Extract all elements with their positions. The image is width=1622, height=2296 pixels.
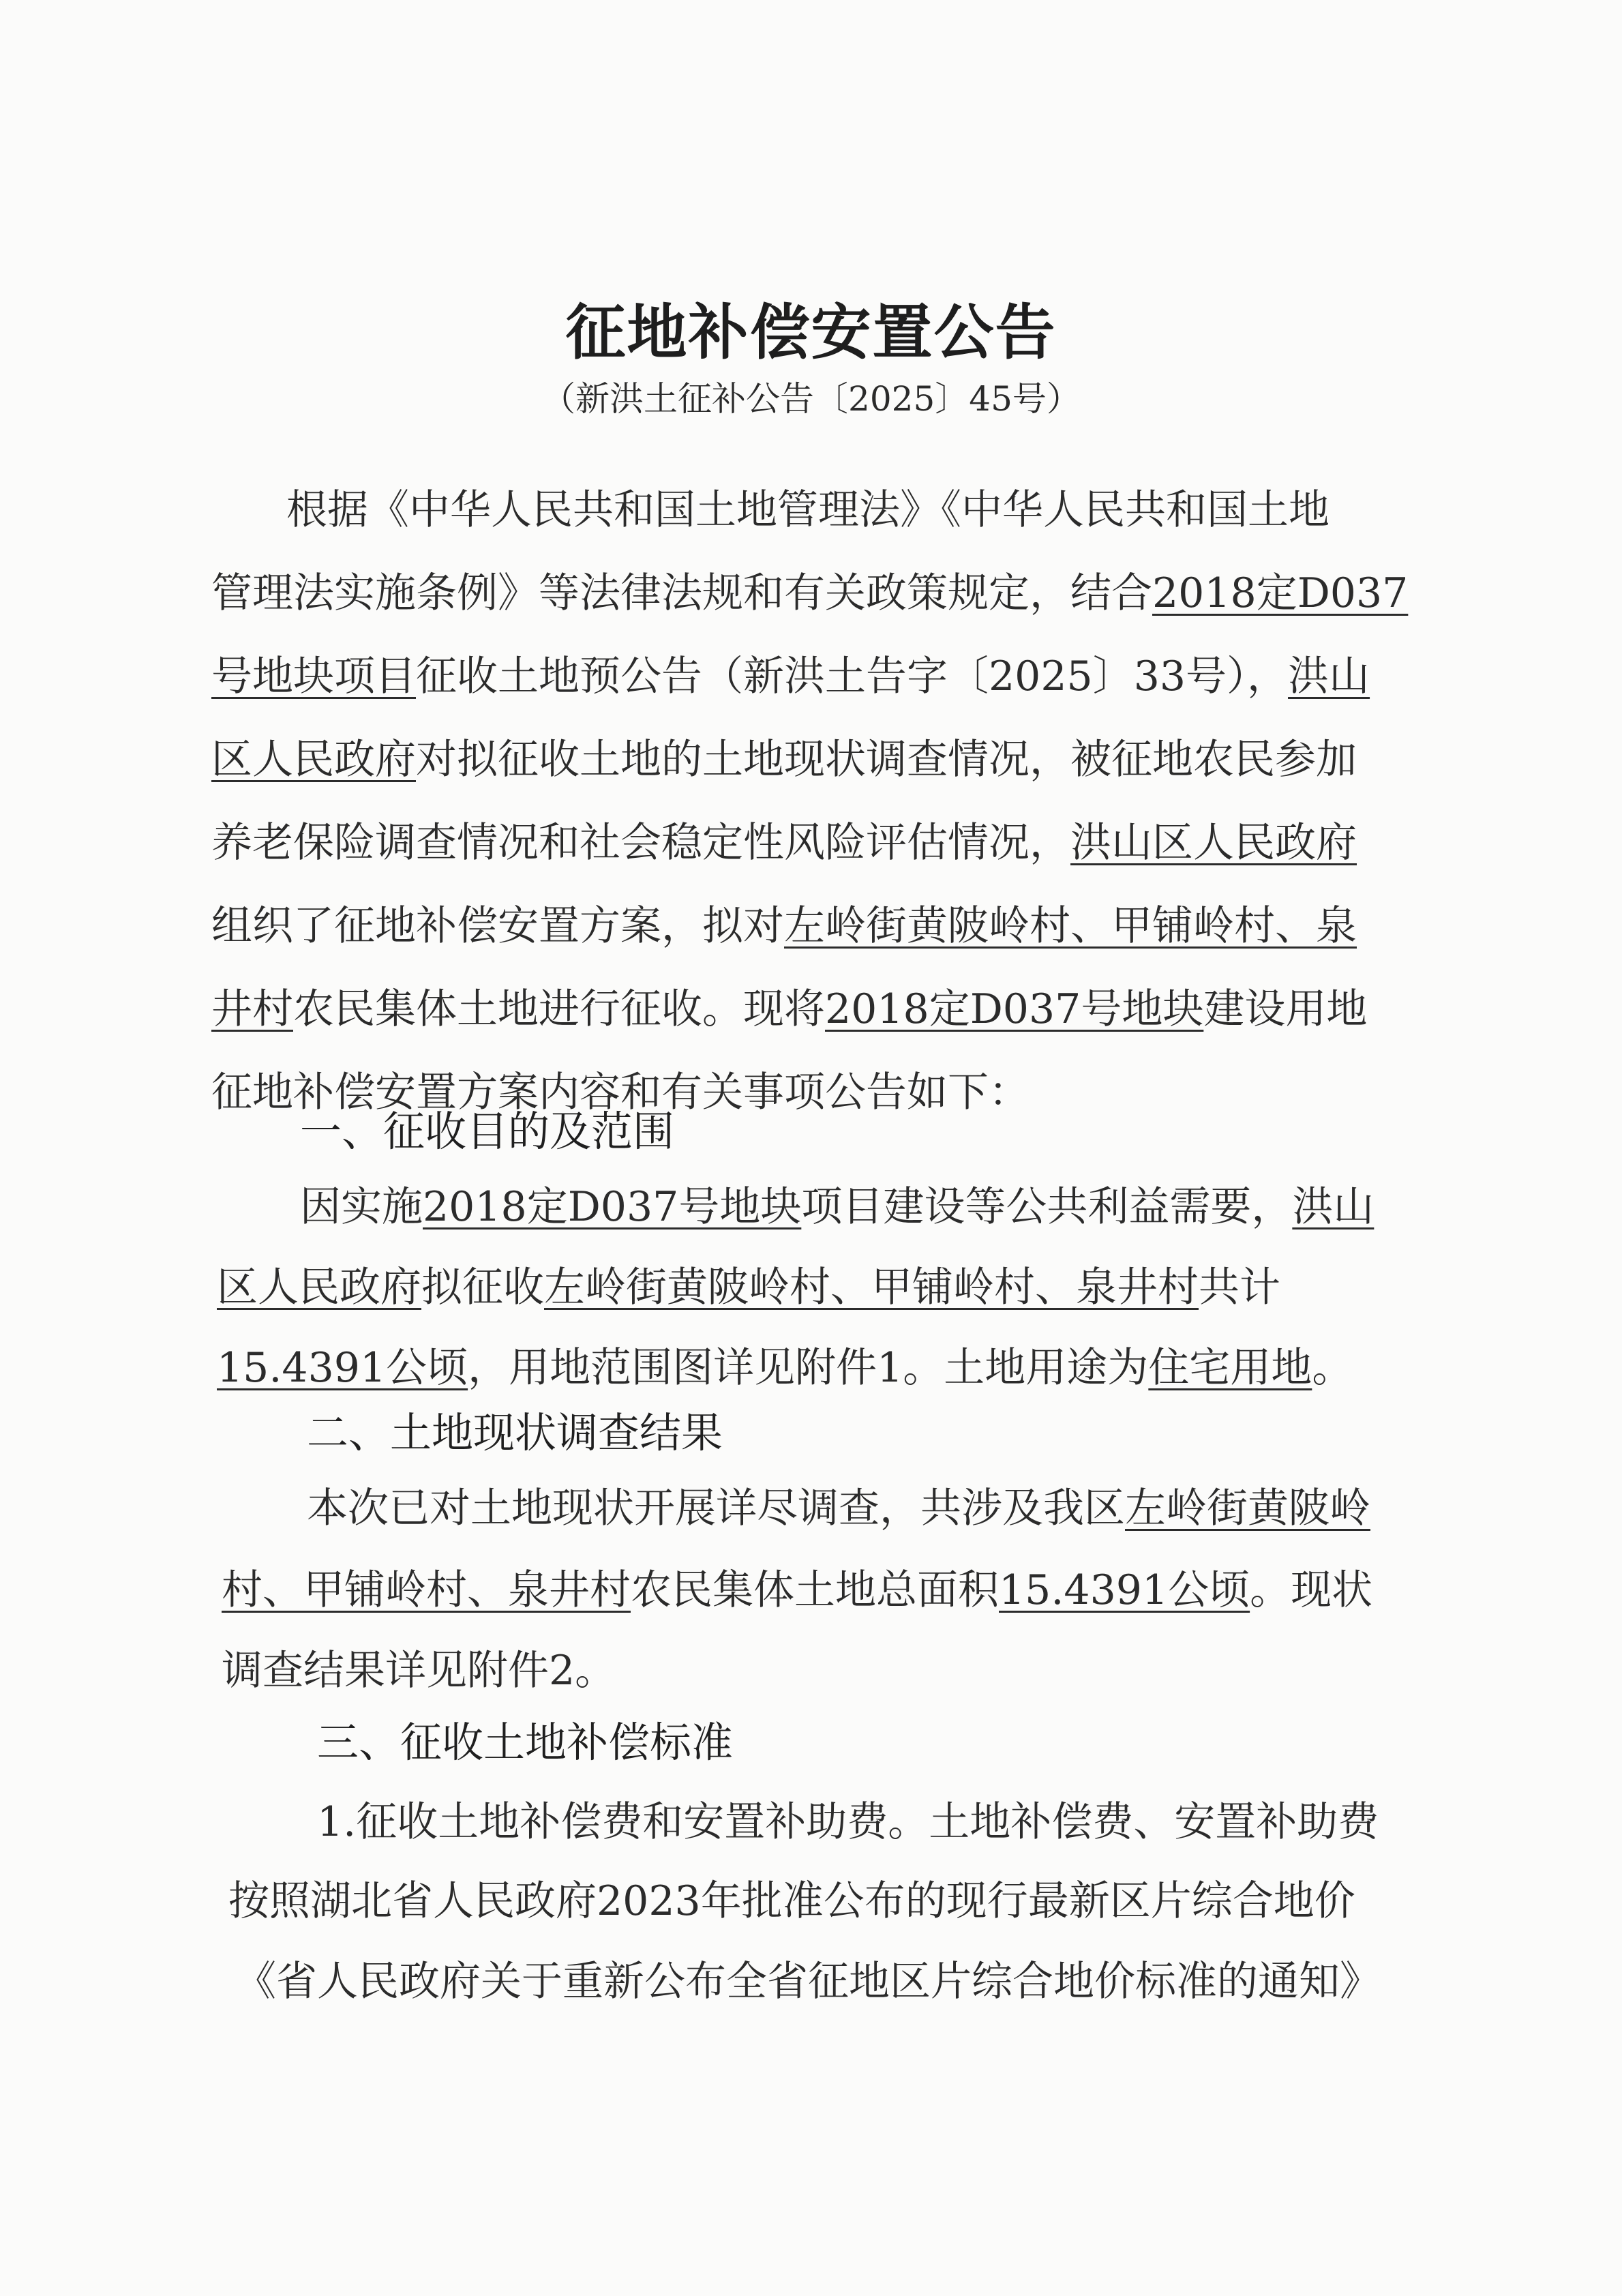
project-name: 2018定D037 — [1152, 569, 1409, 617]
section-1-line-1: 因实施2018定D037号地块项目建设等公共利益需要，洪山 — [300, 1183, 1375, 1231]
intro-line-2: 管理法实施条例》等法律法规和有关政策规定，结合2018定D037 — [211, 569, 1409, 617]
section-1-line-3: 15.4391公顷，用地范围图详见附件1。土地用途为住宅用地。 — [217, 1344, 1353, 1392]
section-3-line-2: 按照湖北省人民政府2023年批准公布的现行最新区片综合地价 — [228, 1877, 1355, 1925]
intro-line-4: 区人民政府对拟征收土地的土地现状调查情况，被征地农民参加 — [211, 736, 1357, 784]
section-2-line-1: 本次已对土地现状开展详尽调查，共涉及我区左岭街黄陂岭 — [307, 1485, 1370, 1532]
section-2-line-3: 调查结果详见附件2。 — [222, 1647, 616, 1695]
intro-line-1: 根据《中华人民共和国土地管理法》《中华人民共和国土地 — [286, 486, 1330, 534]
section-2-heading: 二、土地现状调查结果 — [307, 1409, 723, 1457]
intro-line-8: 征地补偿安置方案内容和有关事项公告如下： — [211, 1069, 1030, 1116]
intro-line-5: 养老保险调查情况和社会稳定性风险评估情况，洪山区人民政府 — [211, 819, 1357, 867]
intro-line-3: 号地块项目征收土地预公告（新洪土告字〔2025〕33号），洪山 — [211, 653, 1370, 700]
document-title: 征地补偿安置公告 — [565, 297, 1057, 368]
section-3-line-1: 1.征收土地补偿费和安置补助费。土地补偿费、安置补助费 — [317, 1798, 1379, 1846]
section-1-heading: 一、征收目的及范围 — [300, 1107, 675, 1156]
section-1-line-2: 区人民政府拟征收左岭街黄陂岭村、甲铺岭村、泉井村共计 — [217, 1264, 1280, 1311]
section-3-heading: 三、征收土地补偿标准 — [317, 1718, 734, 1767]
intro-line-7: 井村农民集体土地进行征收。现将2018定D037号地块建设用地 — [211, 985, 1368, 1033]
section-3-line-3: 《省人民政府关于重新公布全省征地区片综合地价标准的通知》 — [235, 1958, 1381, 2006]
intro-line-6: 组织了征地补偿安置方案，拟对左岭街黄陂岭村、甲铺岭村、泉 — [211, 902, 1357, 950]
document-number: （新洪土征补公告〔2025〕45号） — [541, 379, 1081, 419]
section-2-line-2: 村、甲铺岭村、泉井村农民集体土地总面积15.4391公顷。现状 — [222, 1566, 1373, 1614]
